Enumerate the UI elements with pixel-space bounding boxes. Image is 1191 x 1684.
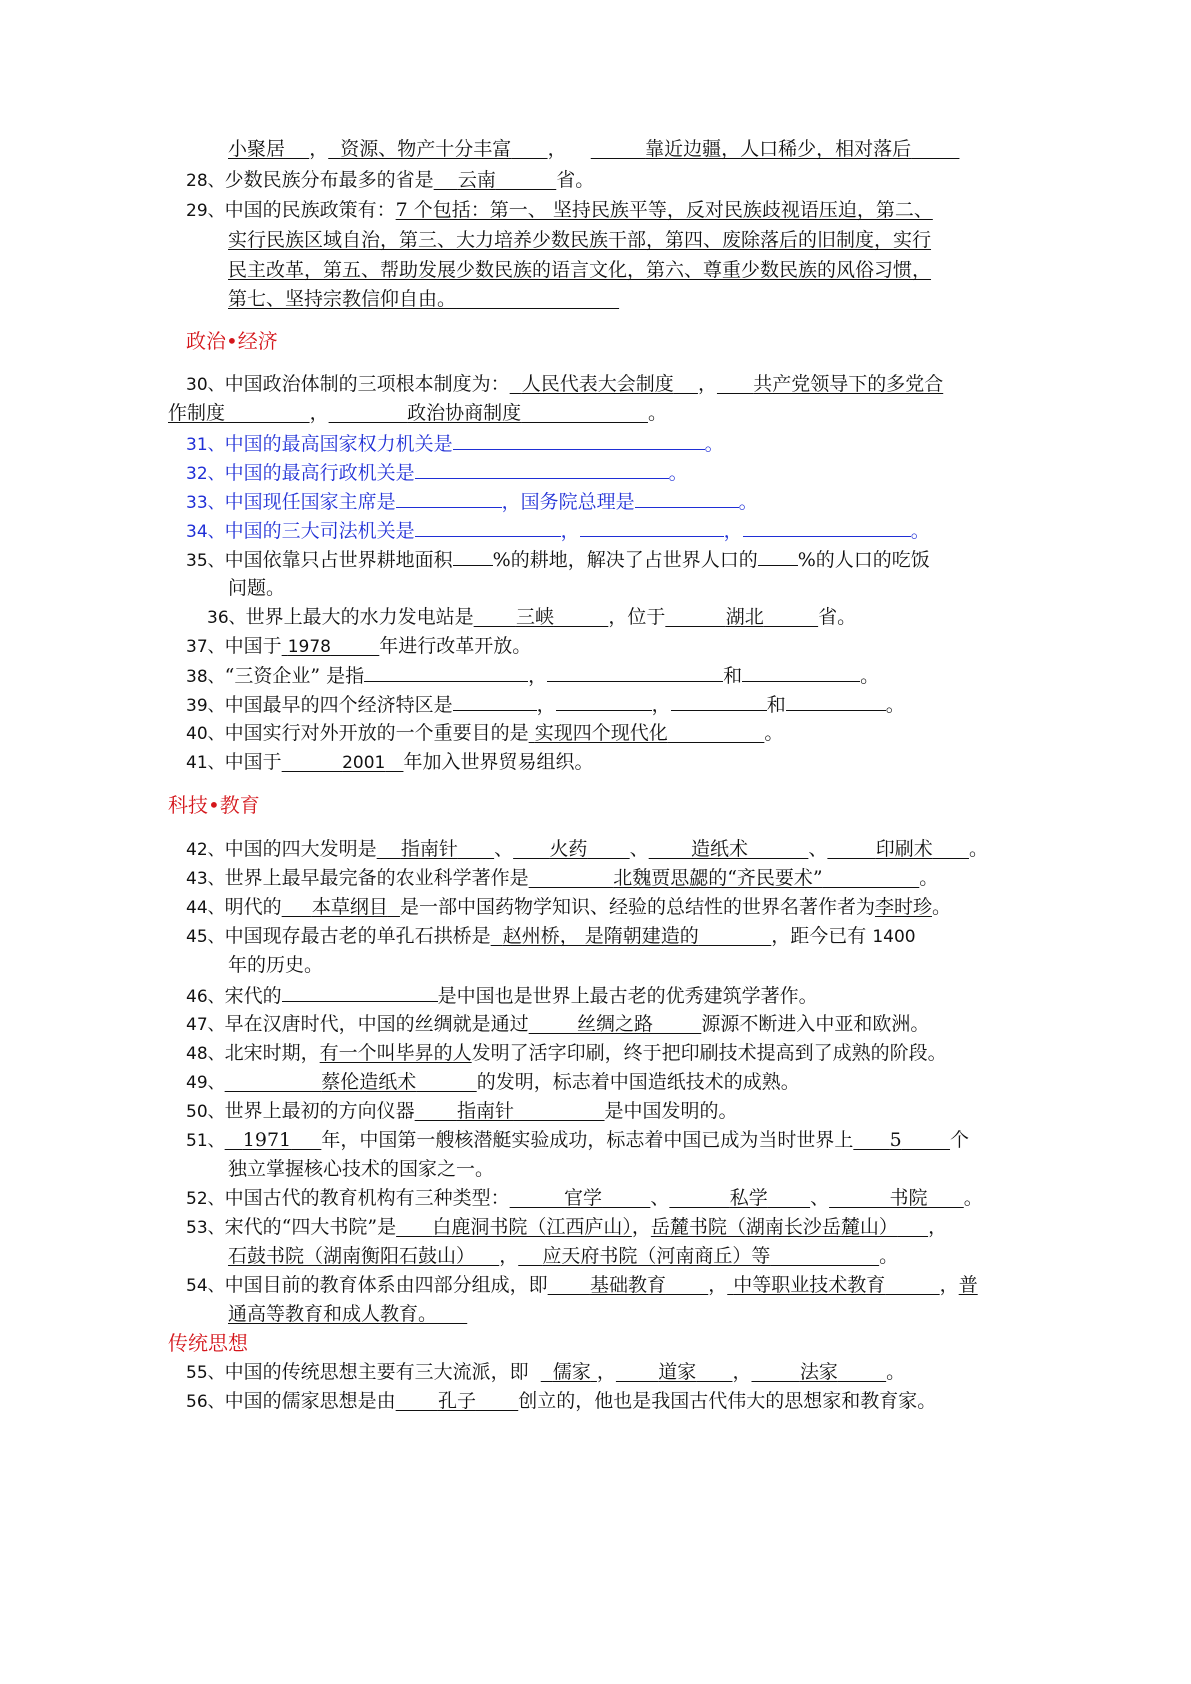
answer: 赵州桥， 是隋朝建造的: [502, 925, 699, 947]
answer-blank[interactable]: [547, 662, 723, 682]
question-34: 34、中国的三大司法机关是 ， ， 。: [186, 517, 930, 545]
answer: 共产党领导下的多党合: [753, 373, 944, 395]
question-53-line2: 石鼓书院（湖南衡阳石鼓山） ， 应天府书院（河南商丘）等 。: [228, 1245, 899, 1267]
answer-blank[interactable]: [743, 517, 911, 537]
question-56: 56、中国的儒家思想是由 孔子 创立的，他也是我国古代伟大的思想家和教育家。: [186, 1390, 937, 1412]
question-39: 39、中国最早的四个经济特区是 ， ， 和 。: [186, 691, 905, 719]
question-32: 32、中国的最高行政机关是 。: [186, 459, 688, 487]
answer: 指南针: [456, 1100, 514, 1122]
question-31: 31、中国的最高国家权力机关是 。: [186, 430, 724, 458]
section-heading-politics-economy: 政治•经济: [186, 329, 278, 353]
section-heading-science-education: 科技•教育: [168, 793, 260, 817]
answer: 靠近边疆，人口稀少，相对落后: [645, 138, 912, 160]
answer-blank[interactable]: [282, 982, 438, 1002]
answer: 7 个包括：第一、 坚持民族平等，反对民族歧视语压迫，第二、: [395, 199, 933, 221]
question-53: 53、宋代的“四大书院”是 白鹿洞书院（江西庐山），岳麓书院（湖南长沙岳麓山） ，: [186, 1216, 948, 1238]
question-29: 29、中国的民族政策有：7 个包括：第一、 坚持民族平等，反对民族歧视语压迫，第二、: [186, 199, 933, 221]
question-36: 36、世界上最大的水力发电站是 三峡 ，位于 湖北 省。: [207, 606, 857, 628]
question-30: 30、中国政治体制的三项根本制度为： 人民代表大会制度 ， 共产党领导下的多党合: [186, 373, 944, 395]
answer: 中等职业技术教育: [733, 1274, 886, 1296]
answer: 丝绸之路: [576, 1013, 653, 1035]
answer: 云南: [457, 169, 496, 191]
answer-blank[interactable]: [742, 662, 860, 682]
answer: 政治协商制度: [407, 402, 522, 424]
question-28: 28、少数民族分布最多的省是 云南 省。: [186, 169, 595, 191]
question-49: 49、 蔡伦造纸术 的发明，标志着中国造纸技术的成熟。: [186, 1071, 800, 1093]
question-35: 35、中国依靠只占世界耕地面积 %的耕地，解决了占世界人口的 %的人口的吃饭: [186, 546, 930, 574]
answer-blank[interactable]: [580, 517, 724, 537]
answer-blank[interactable]: [364, 662, 528, 682]
answer: 造纸术: [690, 838, 748, 860]
answer-blank[interactable]: [415, 459, 669, 479]
answer: 湖北: [725, 606, 764, 628]
answer: 2001: [342, 753, 386, 773]
question-51: 51、 1971 年，中国第一艘核潜艇实验成功，标志着中国已成为当时世界上 5 个: [186, 1129, 970, 1151]
answer: 小聚居: [228, 138, 286, 160]
answer-blank[interactable]: [758, 546, 798, 566]
answer: 实现四个现代化: [534, 722, 668, 744]
answer: 白鹿洞书院（江西庐山）: [432, 1216, 632, 1238]
answer: 李时珍: [874, 896, 932, 918]
question-51-line2: 独立掌握核心技术的国家之一。: [228, 1158, 495, 1180]
answer: 通高等教育和成人教育。: [228, 1303, 438, 1325]
question-42: 42、中国的四大发明是 指南针 、 火药 、 造纸术 、 印刷术 。: [186, 838, 988, 860]
answer: 5: [889, 1129, 902, 1151]
answer: 蔡伦造纸术: [321, 1071, 417, 1093]
answer: 三峡: [515, 606, 554, 628]
question-55: 55、中国的传统思想主要有三大流派，即 儒家 ， 道家 ， 法家 。: [186, 1361, 906, 1383]
answer: 道家: [658, 1361, 697, 1383]
answer-blank[interactable]: [635, 488, 739, 508]
question-41: 41、中国于 2001 年加入世界贸易组织。: [186, 751, 594, 773]
question-48: 48、北宋时期，有一个叫毕昇的人发明了活字印刷，终于把印刷技术提高到了成熟的阶段。: [186, 1042, 947, 1064]
question-38: 38、“三资企业” 是指 ， 和 。: [186, 662, 879, 690]
answer: 本草纲目: [311, 896, 388, 918]
question-30-line2: 作制度 ， 政治协商制度 。: [168, 402, 667, 424]
question-35-line2: 问题。: [228, 577, 286, 599]
answer: 资源、物产十分丰富: [340, 138, 512, 160]
question-50: 50、世界上最初的方向仪器 指南针 是中国发明的。: [186, 1100, 738, 1122]
answer: 北魏贾思勰的“齐民要术”: [613, 867, 823, 889]
question-29-line2: 实行民族区域自治，第三、大力培养少数民族干部，第四、废除落后的旧制度，实行: [228, 229, 932, 251]
answer: 岳麓书院（湖南长沙岳麓山）: [650, 1216, 898, 1238]
answer: 基础教育: [589, 1274, 666, 1296]
question-45: 45、中国现存最古老的单孔石拱桥是 赵州桥， 是隋朝建造的 ，距今已有 1400: [186, 925, 916, 947]
answer: 火药: [549, 838, 588, 860]
section-heading-traditional-thought: 传统思想: [168, 1331, 248, 1355]
answer: 私学: [729, 1187, 768, 1209]
answer-blank[interactable]: [415, 517, 561, 537]
answer: 1971: [242, 1129, 292, 1151]
question-29-line3: 民主改革，第五、帮助发展少数民族的语言文化，第六、尊重少数民族的风俗习惯，: [228, 259, 932, 281]
answer: 指南针: [400, 838, 458, 860]
question-43: 43、世界上最早最完备的农业科学著作是 北魏贾思勰的“齐民要术” 。: [186, 867, 939, 889]
answer-blank[interactable]: [786, 691, 886, 711]
question-54-line2: [228, 1301, 467, 1327]
question-52: 52、中国古代的教育机构有三种类型： 官学 、 私学 、 书院 。: [186, 1187, 983, 1209]
answer: 儒家: [552, 1361, 591, 1383]
question-37: 37、中国于 1978 年进行改革开放。: [186, 635, 532, 657]
answer: 官学: [564, 1187, 603, 1209]
question-44: 44、明代的 本草纲目 是一部中国药物学知识、经验的总结性的世界名著作者为李时珍。: [186, 896, 952, 918]
answer-blank[interactable]: [671, 691, 767, 711]
answer: 1978: [287, 637, 331, 657]
question-33: 33、中国现任国家主席是 ，国务院总理是 。: [186, 488, 758, 516]
answer: 有一个叫毕昇的人: [319, 1042, 472, 1064]
question-54: 54、中国目前的教育体系由四部分组成，即 基础教育 ， 中等职业技术教育 ，普: [186, 1274, 978, 1296]
answer: 印刷术: [875, 838, 933, 860]
q27-continuation: 小聚居 ， 资源、物产十分丰富 ， 靠近边疆，人口稀少，相对落后: [228, 138, 912, 160]
answer: 石鼓书院（湖南衡阳石鼓山）: [228, 1245, 476, 1267]
answer: 人民代表大会制度: [521, 373, 674, 395]
answer: 孔子: [437, 1390, 476, 1412]
question-47: 47、早在汉唐时代，中国的丝绸就是通过 丝绸之路 源源不断进入中亚和欧洲。: [186, 1013, 930, 1035]
answer-blank[interactable]: [453, 430, 705, 450]
answer-blank[interactable]: [556, 691, 652, 711]
question-46: 46、宋代的 是中国也是世界上最古老的优秀建筑学著作。: [186, 982, 818, 1010]
answer-blank[interactable]: [396, 488, 502, 508]
question-29-line4: 第七、坚持宗教信仰自由。: [228, 288, 457, 310]
answer: 法家: [799, 1361, 838, 1383]
answer-blank[interactable]: [453, 546, 493, 566]
answer-blank[interactable]: [453, 691, 537, 711]
question-45-line2: 年的历史。: [228, 954, 324, 976]
answer: 应天府书院（河南商丘）等: [542, 1245, 771, 1267]
answer: 书院: [889, 1187, 928, 1209]
question-40: 40、中国实行对外开放的一个重要目的是 实现四个现代化 。: [186, 722, 784, 744]
